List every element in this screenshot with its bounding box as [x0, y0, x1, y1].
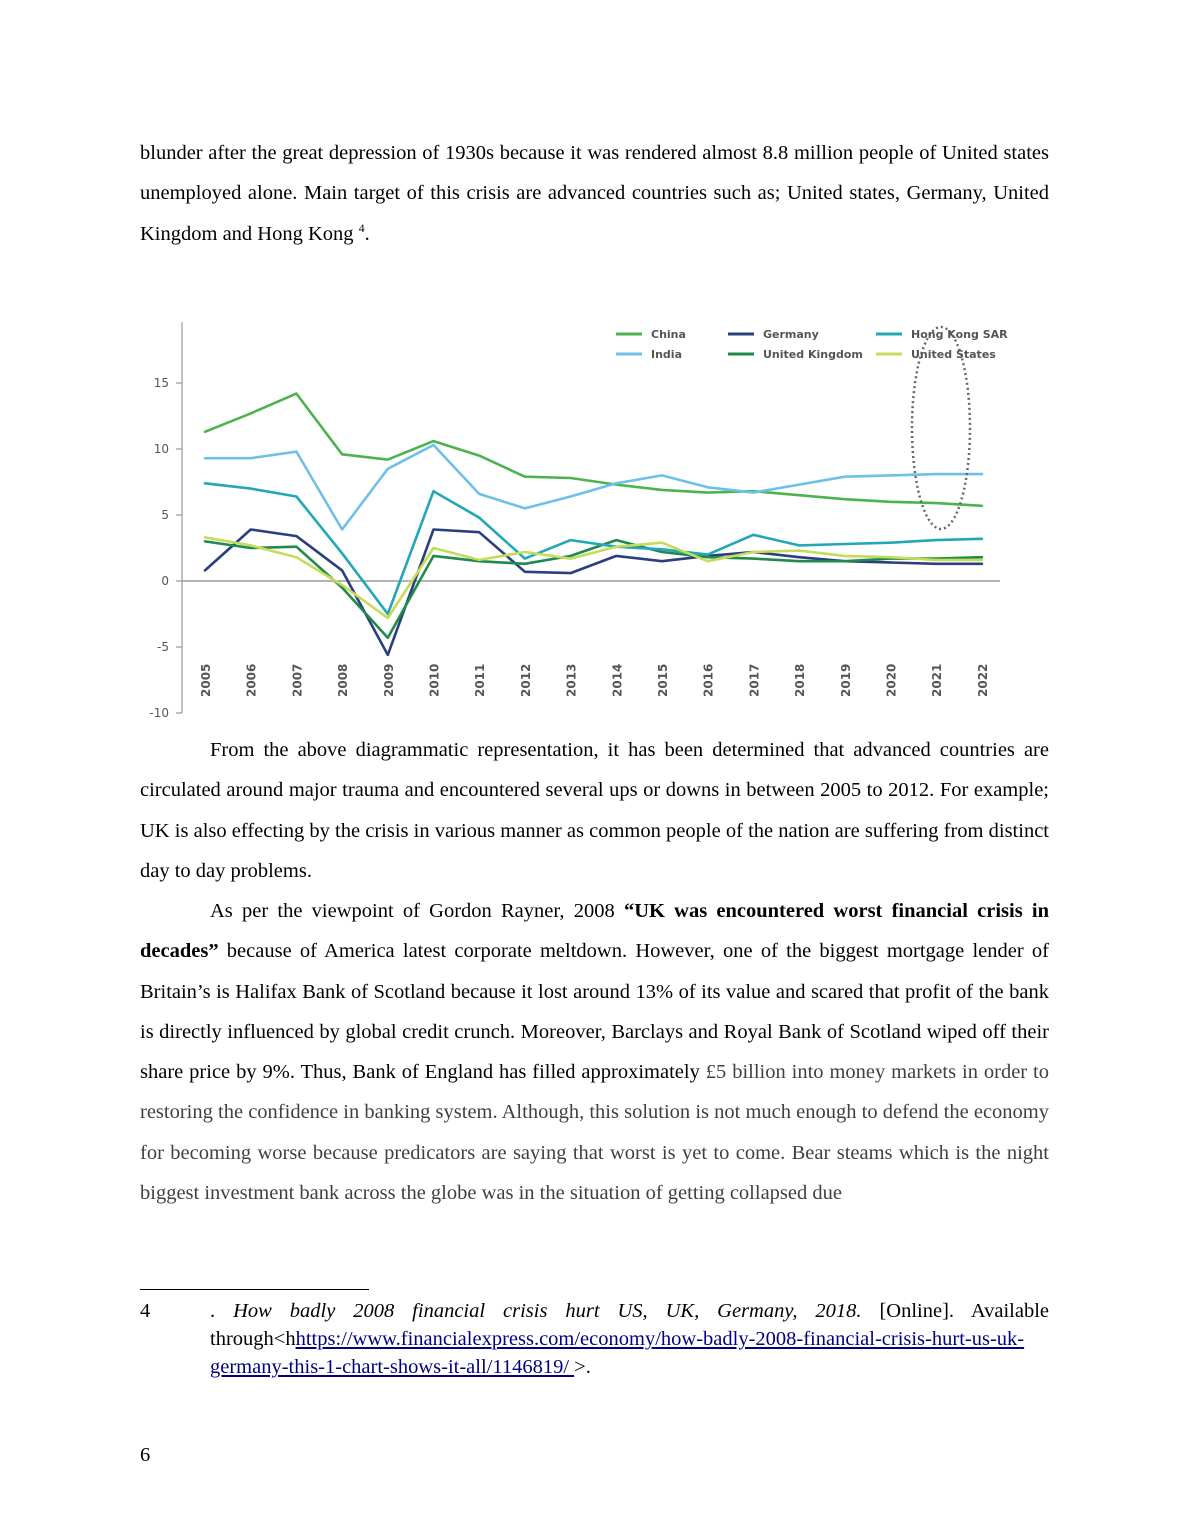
footnote-text	[210, 1297, 1049, 1381]
paragraph-rayner	[140, 891, 1049, 1213]
legend-label: Hong Kong SAR	[911, 328, 1008, 341]
legend-label: China	[651, 328, 686, 341]
x-tick-label: 2006	[244, 663, 259, 697]
footnote-title: How badly 2008 financial crisis hurt US, UK, Germany, 2018.	[233, 1300, 862, 1322]
x-tick-label: 2016	[701, 663, 716, 697]
footnote-separator	[140, 1289, 369, 1290]
x-tick-label: 2005	[199, 663, 213, 697]
x-tick-label: 2009	[381, 663, 396, 697]
paragraph-analysis: From the above diagrammatic representation, it has been determined that advanced countries are circulated around major trauma and encountered several ups or downs in between 2005 to 2012. For example; UK is also effecting by the crisis in various manner as common people of the nation are suffering from distinct day to day problems.	[140, 739, 1049, 882]
series-line-united-states	[205, 537, 982, 618]
x-tick-label: 2012	[518, 663, 533, 697]
paragraph-rayner-middle: because of America latest corporate meltdown. However, one of the biggest mortgage lender of Britain’s is Halifax Bank of Scotland because it lost around 13% of its value and scared that profit of the bank is directly influenced by global credit crunch. Moreover, Barclays and Royal Bank of Scotland wiped off their share price by 9%. Thus, Bank of England has filled approximately	[140, 940, 1049, 1084]
x-tick-label: 2018	[793, 663, 808, 697]
y-tick-label: -10	[149, 706, 169, 720]
paragraph-intro	[140, 133, 1049, 254]
paragraph-rayner-gray-text: £5 billion into money markets in order to restoring the confidence in banking system. Although, this solution is not much enough to defend the economy for becoming worse because predicators are saying that worst is yet to come. Bear steams which is the night biggest investment bank across the globe was in the situation of getting collapsed due	[140, 1061, 1049, 1205]
paragraph-intro-end: .	[364, 222, 370, 245]
legend-label: United States	[911, 348, 996, 361]
y-tick-label: 0	[161, 574, 169, 588]
footnote-availability: [Online]. Available through<h	[210, 1300, 1050, 1350]
footnote-lead: .	[210, 1300, 234, 1322]
paragraph-rayner-start: As per the viewpoint of Gordon Rayner, 2008	[210, 900, 624, 922]
footnote-link[interactable]: https://www.financialexpress.com/economy/how-badly-2008-financial-crisis-hurt-us-uk-germany-this-1-chart-shows-it-all/1146819/	[210, 1328, 1025, 1378]
x-tick-label: 2021	[930, 663, 945, 697]
legend-label: Germany	[763, 328, 819, 341]
footnote-number: 4	[140, 1300, 151, 1322]
legend-label: India	[651, 348, 682, 361]
page-number: 6	[140, 1444, 151, 1466]
x-tick-label: 2011	[473, 663, 488, 697]
y-tick-label: -5	[157, 640, 169, 654]
y-tick-label: 5	[161, 508, 169, 522]
gdp-growth-line-chart	[140, 312, 1020, 722]
x-tick-label: 2014	[610, 663, 625, 697]
x-tick-label: 2013	[564, 663, 579, 697]
legend-label: United Kingdom	[763, 348, 863, 361]
paragraph-intro-text: blunder after the great depression of 1930s because it was rendered almost 8.8 million people of United states unemployed alone. Main target of this crisis are advanced countries such as; United states, Germany, United Kingdom and Hong Kong	[140, 142, 1049, 245]
footnote-reference[interactable]: 4	[358, 220, 365, 235]
x-tick-label: 2010	[427, 663, 442, 697]
x-tick-label: 2019	[838, 663, 853, 697]
footnote-end: >.	[574, 1356, 591, 1378]
rayner-quote: “UK was encountered worst financial crisis in decades”	[140, 900, 1049, 963]
x-tick-label: 2020	[884, 663, 899, 697]
x-tick-label: 2022	[975, 663, 990, 697]
x-tick-label: 2017	[747, 663, 762, 697]
x-tick-label: 2007	[290, 663, 305, 697]
series-line-india	[205, 445, 982, 530]
x-tick-label: 2015	[656, 663, 670, 697]
y-tick-label: 15	[153, 376, 169, 390]
y-tick-label: 10	[153, 442, 169, 456]
x-tick-label: 2008	[336, 663, 351, 697]
